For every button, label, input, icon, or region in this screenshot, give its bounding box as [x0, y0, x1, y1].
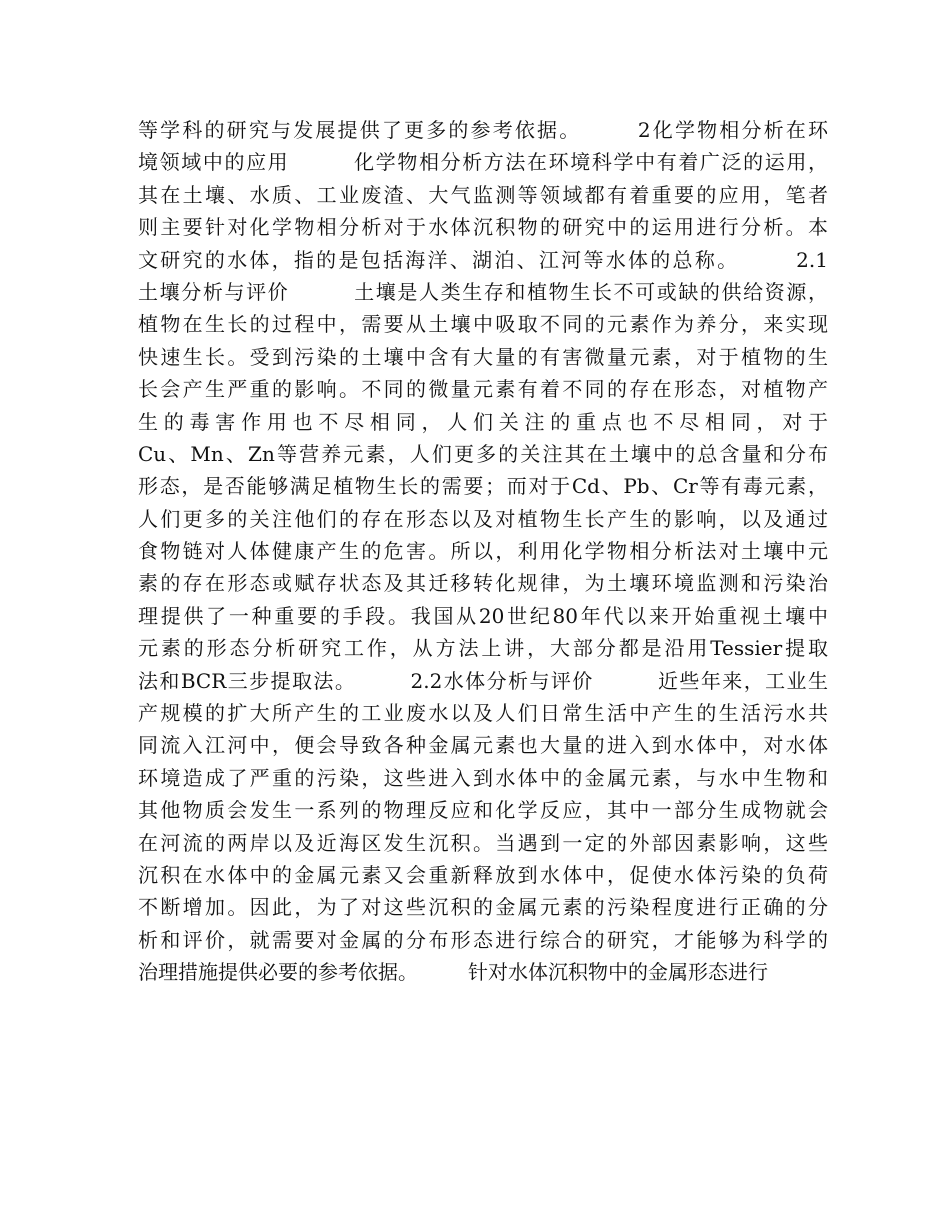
text-line: 植物在生长的过程中，需要从土壤中吸取不同的元素作为养分，来实现 — [138, 312, 828, 337]
text-line: 长会产生严重的影响。不同的微量元素有着不同的存在形态，对植物产 — [138, 377, 828, 402]
text-line: Cu、Mn、Zn等营养元素，人们更多的关注其在土壤中的总含量和分布 — [138, 441, 828, 466]
text-line: 形态，是否能够满足植物生长的需要；而对于Cd、Pb、Cr等有毒元素， — [138, 474, 828, 499]
text-line: 土壤分析与评价 土壤是人类生存和植物生长不可或缺的供给资源， — [138, 279, 828, 304]
text-line: 产规模的扩大所产生的工业废水以及人们日常生活中产生的生活污水共 — [138, 701, 828, 726]
text-line: 析和评价，就需要对金属的分布形态进行综合的研究，才能够为科学的 — [138, 927, 828, 952]
text-line: 在河流的两岸以及近海区发生沉积。当遇到一定的外部因素影响，这些 — [138, 830, 828, 855]
body-text — [138, 114, 828, 989]
text-line: 文研究的水体，指的是包括海洋、湖泊、江河等水体的总称。 2.1 — [138, 247, 828, 272]
text-line: 其他物质会发生一系列的物理反应和化学反应，其中一部分生成物就会 — [138, 798, 828, 823]
text-line: 元素的形态分析研究工作，从方法上讲，大部分都是沿用Tessier提取 — [138, 636, 828, 661]
text-line: 不断增加。因此，为了对这些沉积的金属元素的污染程度进行正确的分 — [138, 895, 828, 920]
text-line: 治理措施提供必要的参考依据。 针对水体沉积物中的金属形态进行 — [138, 960, 768, 985]
text-line: 人们更多的关注他们的存在形态以及对植物生长产生的影响，以及通过 — [138, 506, 828, 531]
text-line: 则主要针对化学物相分析对于水体沉积物的研究中的运用进行分析。本 — [138, 215, 828, 240]
text-line: 快速生长。受到污染的土壤中含有大量的有害微量元素，对于植物的生 — [138, 344, 828, 369]
text-line: 素的存在形态或赋存状态及其迁移转化规律，为土壤环境监测和污染治 — [138, 571, 828, 596]
text-line: 环境造成了严重的污染，这些进入到水体中的金属元素，与水中生物和 — [138, 765, 828, 790]
text-line: 同流入江河中，便会导致各种金属元素也大量的进入到水体中，对水体 — [138, 733, 828, 758]
text-line: 理提供了一种重要的手段。我国从20世纪80年代以来开始重视土壤中 — [138, 603, 828, 628]
text-line: 食物链对人体健康产生的危害。所以，利用化学物相分析法对土壤中元 — [138, 539, 828, 564]
text-line: 等学科的研究与发展提供了更多的参考依据。 2化学物相分析在环 — [138, 118, 828, 142]
text-line: 其在土壤、水质、工业废渣、大气监测等领域都有着重要的应用，笔者 — [138, 182, 828, 207]
text-line: 法和BCR三步提取法。 2.2水体分析与评价 近些年来，工业生 — [138, 668, 828, 693]
text-line: 境领域中的应用 化学物相分析方法在环境科学中有着广泛的运用， — [138, 150, 828, 175]
text-line: 生的毒害作用也不尽相同，人们关注的重点也不尽相同，对于 — [138, 409, 828, 434]
text-line: 沉积在水体中的金属元素又会重新释放到水体中，促使水体污染的负荷 — [138, 862, 828, 887]
